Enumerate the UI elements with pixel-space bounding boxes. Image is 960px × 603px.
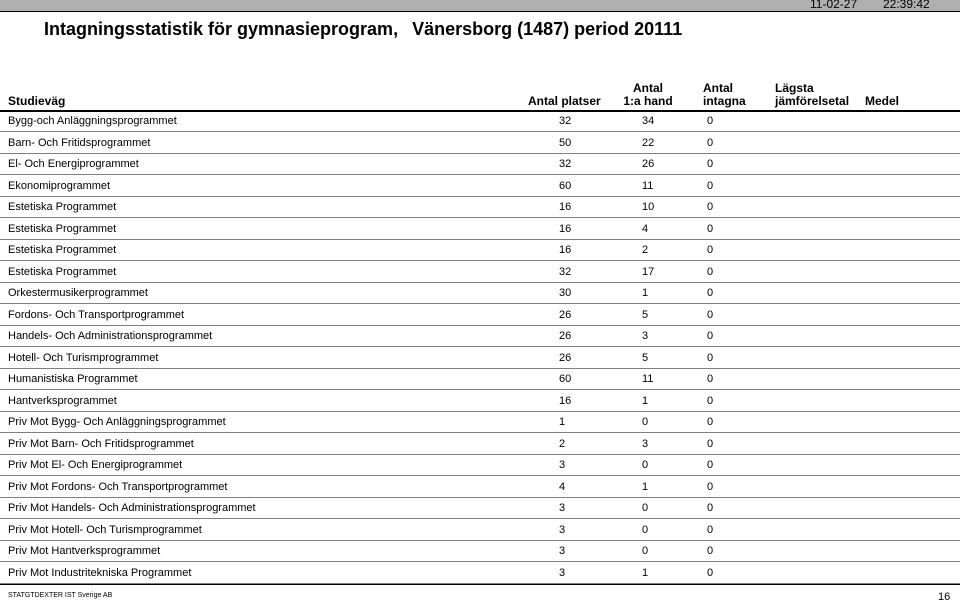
antal-forsta-hand-cell: 3: [642, 330, 649, 342]
antal-forsta-hand-cell: 1: [642, 394, 649, 407]
studievag-cell: Priv Mot Fordons- Och Transportprogrammet: [8, 480, 228, 493]
table-row: [0, 305, 960, 326]
antal-platser-cell: 1: [559, 416, 566, 428]
footer-divider: [0, 584, 960, 585]
antal-forsta-hand-cell: 4: [642, 222, 649, 235]
antal-intagna-cell: 0: [707, 308, 714, 321]
studievag-cell: Priv Mot El- Och Energiprogrammet: [8, 459, 183, 471]
antal-forsta-hand-cell: 0: [642, 502, 649, 514]
table-row: [0, 197, 960, 218]
table-row: [0, 477, 960, 498]
antal-intagna-cell: 0: [707, 265, 714, 278]
studievag-cell: Priv Mot Handels- Och Administrationsprogrammet: [8, 502, 256, 514]
table-row: [0, 219, 960, 240]
antal-platser-cell: 3: [559, 545, 566, 557]
antal-intagna-cell: 0: [707, 179, 714, 192]
studievag-cell: Estetiska Programmet: [8, 222, 117, 235]
antal-platser-cell: 26: [559, 330, 572, 342]
table-row: [0, 520, 960, 541]
table-row: [0, 434, 960, 455]
antal-forsta-hand-cell: 22: [642, 136, 655, 149]
antal-platser-cell: 60: [559, 373, 572, 385]
col-antal-intagna-line1: Antal: [703, 81, 733, 95]
col-antal-intagna: [703, 82, 746, 108]
footer-source: STATGTDEXTER IST Sverige AB: [8, 592, 113, 599]
studievag-cell: Hotell- Och Turismprogrammet: [8, 351, 159, 364]
studievag-cell: Priv Mot Hotell- Och Turismprogrammet: [8, 523, 202, 536]
antal-platser-cell: 4: [559, 480, 566, 493]
antal-intagna-cell: 0: [707, 136, 714, 149]
studievag-cell: Hantverksprogrammet: [8, 394, 117, 407]
studievag-cell: Fordons- Och Transportprogrammet: [8, 308, 185, 321]
studievag-cell: Priv Mot Hantverksprogrammet: [8, 545, 161, 557]
antal-intagna-cell: 0: [707, 523, 714, 536]
col-lagsta-line1: Lägsta: [775, 81, 814, 95]
antal-forsta-hand-cell: 3: [642, 437, 649, 450]
antal-intagna-cell: 0: [707, 480, 714, 493]
antal-forsta-hand-cell: 1: [642, 287, 649, 299]
antal-intagna-cell: 0: [707, 158, 714, 170]
antal-intagna-cell: 0: [707, 330, 714, 342]
col-antal-intagna-line2: intagna: [703, 94, 746, 108]
antal-forsta-hand-cell: 11: [642, 179, 654, 192]
antal-intagna-cell: 0: [707, 222, 714, 235]
studievag-cell: El- Och Energiprogrammet: [8, 158, 139, 170]
antal-platser-cell: 16: [559, 244, 572, 256]
studievag-cell: Handels- Och Administrationsprogrammet: [8, 330, 213, 342]
antal-platser-cell: 3: [559, 523, 566, 536]
col-lagsta-line2: jämförelsetal: [775, 94, 850, 108]
antal-platser-cell: 32: [559, 158, 572, 170]
page-title: [44, 19, 682, 40]
antal-intagna-cell: 0: [707, 437, 714, 450]
antal-platser-cell: 3: [559, 459, 566, 471]
antal-intagna-cell: 0: [707, 244, 714, 256]
antal-platser-cell: 16: [559, 222, 572, 235]
col-medel: Medel: [865, 94, 900, 108]
antal-forsta-hand-cell: 34: [642, 115, 655, 127]
antal-intagna-cell: 0: [707, 351, 714, 364]
col-antal-platser: Antal platser: [528, 94, 601, 108]
title-main: Intagningsstatistik för gymnasieprogram,: [44, 19, 399, 39]
col-antal-forsta-hand: [608, 82, 688, 108]
antal-platser-cell: 60: [559, 179, 572, 192]
antal-forsta-hand-cell: 5: [642, 308, 649, 321]
antal-forsta-hand-cell: 26: [642, 158, 655, 170]
antal-forsta-hand-cell: 2: [642, 244, 649, 256]
antal-forsta-hand-cell: 11: [642, 373, 654, 385]
studievag-cell: Priv Mot Industritekniska Programmet: [8, 566, 192, 579]
table-row: [0, 412, 960, 433]
table-row: [0, 111, 960, 132]
antal-intagna-cell: 0: [707, 201, 714, 213]
antal-platser-cell: 32: [559, 265, 572, 278]
antal-platser-cell: 16: [559, 394, 572, 407]
studievag-cell: Estetiska Programmet: [8, 201, 117, 213]
table-row: [0, 369, 960, 390]
col-antal-forsta-line1: Antal: [633, 81, 663, 95]
antal-forsta-hand-cell: 0: [642, 545, 649, 557]
table-row: [0, 154, 960, 175]
studievag-cell: Humanistiska Programmet: [8, 373, 138, 385]
antal-platser-cell: 30: [559, 287, 572, 299]
col-studievag: Studieväg: [8, 94, 66, 108]
antal-forsta-hand-cell: 0: [642, 523, 649, 536]
antal-forsta-hand-cell: 10: [642, 201, 655, 213]
table-row: [0, 176, 960, 197]
antal-forsta-hand-cell: 17: [642, 265, 655, 278]
page-number: 16: [938, 591, 951, 603]
table-row: [0, 133, 960, 154]
antal-intagna-cell: 0: [707, 566, 714, 579]
antal-intagna-cell: 0: [707, 459, 714, 471]
table-row: [0, 563, 960, 584]
print-date: 11-02-27: [810, 0, 858, 11]
antal-intagna-cell: 0: [707, 394, 714, 407]
table-row: [0, 455, 960, 476]
antal-forsta-hand-cell: 0: [642, 416, 649, 428]
antal-forsta-hand-cell: 1: [642, 480, 649, 493]
print-time: 22:39:42: [883, 0, 930, 11]
antal-intagna-cell: 0: [707, 545, 714, 557]
antal-intagna-cell: 0: [707, 373, 714, 385]
table-row: [0, 283, 960, 304]
studievag-cell: Ekonomiprogrammet: [8, 179, 111, 192]
studievag-cell: Barn- Och Fritidsprogrammet: [8, 136, 151, 149]
antal-platser-cell: 16: [559, 201, 572, 213]
studievag-cell: Priv Mot Barn- Och Fritidsprogrammet: [8, 437, 194, 450]
table-row: [0, 348, 960, 369]
table-row: [0, 326, 960, 347]
antal-intagna-cell: 0: [707, 115, 714, 127]
antal-forsta-hand-cell: 5: [642, 351, 649, 364]
antal-platser-cell: 2: [559, 437, 566, 450]
table-row: [0, 498, 960, 519]
antal-intagna-cell: 0: [707, 416, 714, 428]
studievag-cell: Estetiska Programmet: [8, 265, 117, 278]
col-lagsta-jamforelsetal: [775, 82, 849, 108]
studievag-cell: Estetiska Programmet: [8, 244, 117, 256]
studievag-cell: Orkestermusikerprogrammet: [8, 287, 148, 299]
studievag-cell: Bygg-och Anläggningsprogrammet: [8, 115, 177, 127]
table-row: [0, 541, 960, 562]
antal-intagna-cell: 0: [707, 502, 714, 514]
antal-forsta-hand-cell: 0: [642, 459, 649, 471]
title-location: Vänersborg (1487) period 20111: [412, 19, 683, 39]
antal-forsta-hand-cell: 1: [642, 566, 649, 579]
table-row: [0, 240, 960, 261]
studievag-cell: Priv Mot Bygg- Och Anläggningsprogrammet: [8, 416, 226, 428]
antal-platser-cell: 26: [559, 351, 572, 364]
table-row: [0, 262, 960, 283]
antal-platser-cell: 3: [559, 566, 566, 579]
col-antal-forsta-line2: 1:a hand: [623, 94, 673, 108]
antal-platser-cell: 50: [559, 136, 572, 149]
antal-platser-cell: 3: [559, 502, 566, 514]
table-row: [0, 391, 960, 412]
antal-intagna-cell: 0: [707, 287, 714, 299]
top-bar: [0, 0, 960, 12]
antal-platser-cell: 32: [559, 115, 572, 127]
antal-platser-cell: 26: [559, 308, 572, 321]
